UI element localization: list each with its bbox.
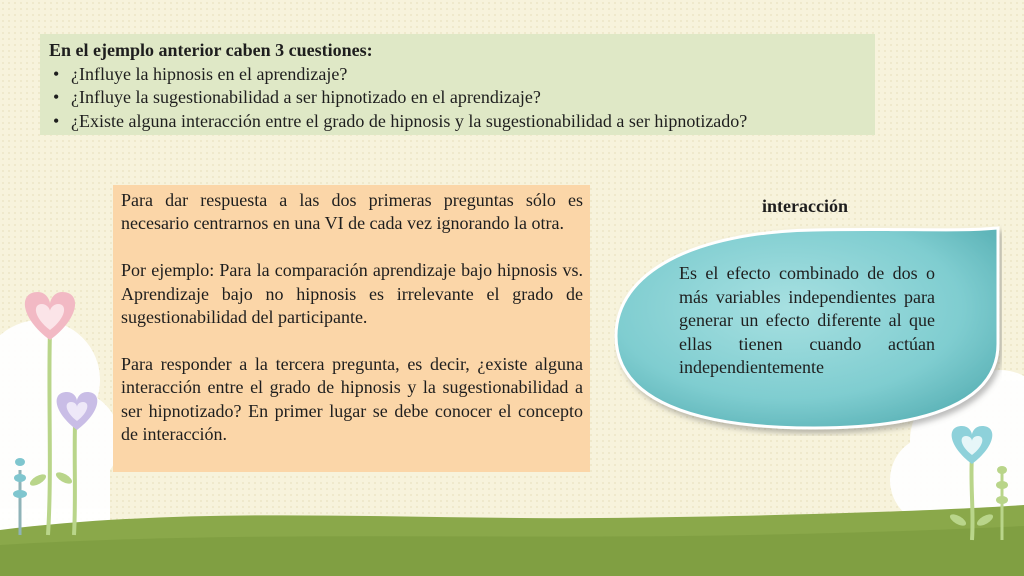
- bullet-icon: •: [53, 87, 60, 107]
- explanation-paragraph: Por ejemplo: Para la comparación aprendizaje bajo hipnosis vs. Aprendizaje bajo no hipnosis es irrelevante el grado de sugestionabilidad del participante.: [121, 260, 583, 328]
- questions-list: [49, 63, 866, 134]
- bullet-icon: •: [53, 110, 60, 131]
- questions-title: En el ejemplo anterior caben 3 cuestiones:: [49, 40, 373, 60]
- cloud-left: [0, 320, 120, 530]
- explanation-paragraph: Para dar respuesta a las dos primeras preguntas sólo es necesario centrarnos en una VI de cada vez ignorando la otra.: [121, 190, 583, 234]
- bullet-icon: •: [53, 63, 60, 84]
- questions-box: [40, 34, 875, 135]
- question-item: • ¿Influye la sugestionabilidad a ser hipnotizado en el aprendizaje?: [49, 86, 866, 110]
- question-item: • ¿Influye la hipnosis en el aprendizaje?: [49, 63, 866, 87]
- definition-text: Es el efecto combinado de dos o más variables independientes para generar un efecto diferente al que ellas tienen cuando actúan independientemente: [679, 263, 935, 377]
- explanation-paragraph: Para responder a la tercera pregunta, es decir, ¿existe alguna interacción entre el grado de hipnosis y la sugestionabilidad a ser hipnotizado? En primer lugar se debe conocer el concepto de interacción.: [121, 353, 583, 445]
- question-item: • ¿Existe alguna interacción entre el grado de hipnosis y la sugestionabilidad a ser hipnotizado?: [49, 110, 866, 134]
- explanation-box: [113, 185, 590, 472]
- definition-heading: interacción: [762, 196, 848, 216]
